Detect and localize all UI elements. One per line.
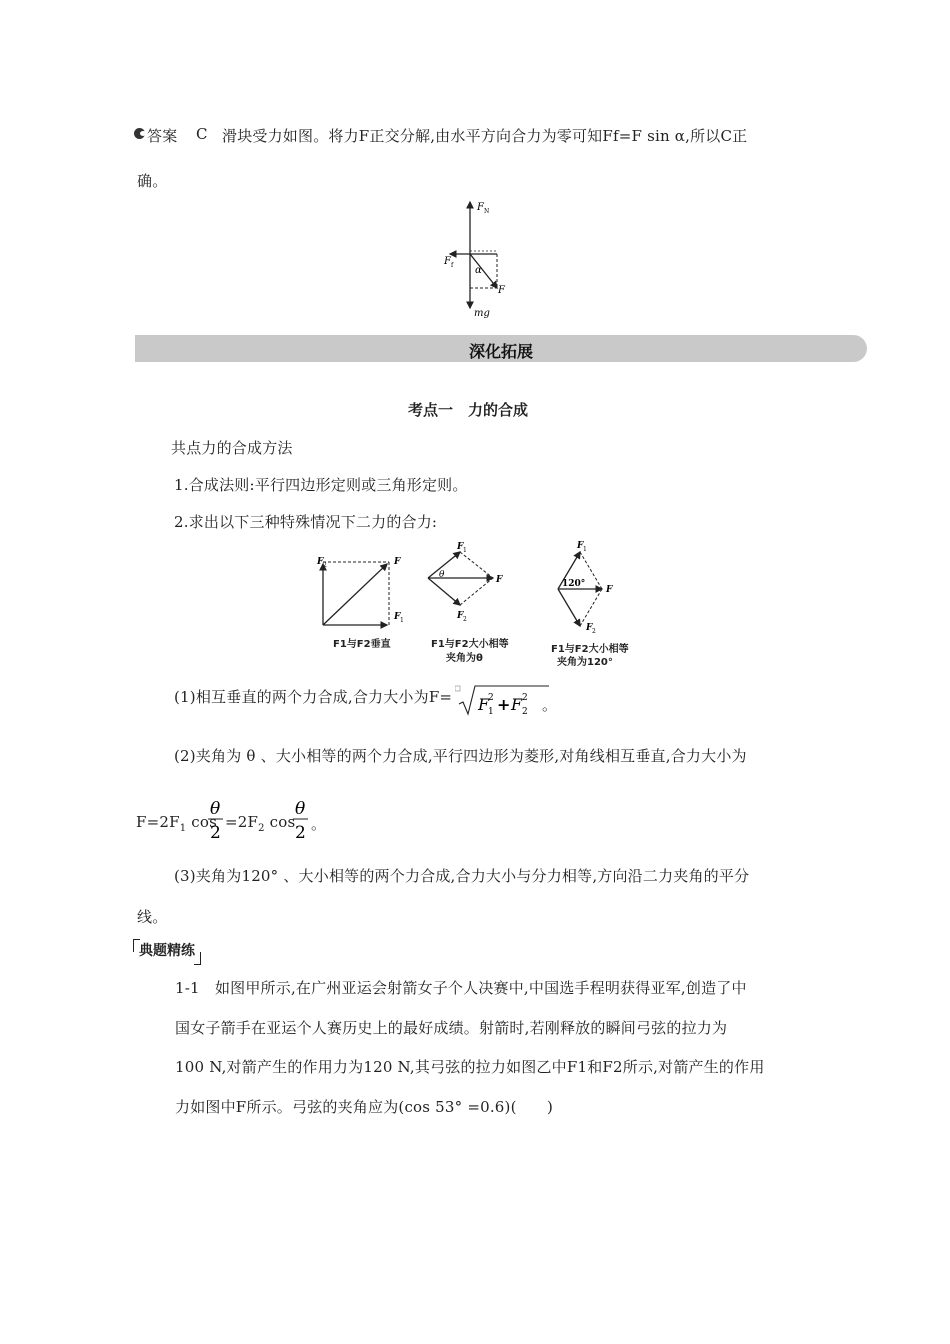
sqrt-formula xyxy=(455,680,553,720)
svg-text:+: + xyxy=(497,695,511,714)
diagram-theta xyxy=(428,542,503,623)
svg-text:1: 1 xyxy=(463,547,467,554)
point-1-end: 。 xyxy=(542,696,558,714)
svg-text:F: F xyxy=(586,623,593,633)
svg-text:F: F xyxy=(457,611,464,621)
caption-1: F1与F2垂直 xyxy=(333,639,391,650)
label-mg: mg xyxy=(474,308,490,319)
label-fn-sub: N xyxy=(484,208,490,215)
svg-text:2: 2 xyxy=(592,628,596,635)
caption-3-line2: 夹角为120° xyxy=(557,657,613,668)
caption-3-line1: F1与F2大小相等 xyxy=(551,644,629,655)
section-intro: 共点力的合成方法 xyxy=(171,439,293,457)
fraction-theta-2 xyxy=(292,796,310,842)
practice-line-3: 100 N,对箭产生的作用力为120 N,其弓弦的拉力如图乙中F1和F2所示,对箭产生的作用 xyxy=(175,1058,765,1076)
label-ff-sub: f xyxy=(451,262,454,269)
svg-text:2: 2 xyxy=(463,616,467,623)
svg-text:2: 2 xyxy=(210,823,221,842)
diagram-perpendicular xyxy=(316,557,404,625)
caption-2-line2: 夹角为θ xyxy=(446,653,483,664)
caption-2-line1: F1与F2大小相等 xyxy=(431,639,509,650)
practice-line-1: 1-1 如图甲所示,在广州亚运会射箭女子个人决赛中,中国选手程明获得亚军,创造了中 xyxy=(175,979,747,997)
answer-line-2: 确。 xyxy=(137,172,168,190)
label-f: F xyxy=(498,285,505,296)
practice-tag: 典题精练 xyxy=(133,939,201,963)
point-2-formula: $F=2F_1$ cos xyxy=(136,813,217,834)
answer-choice: C xyxy=(196,125,208,143)
answer-line-1: 滑块受力如图。将力F正交分解,由水平方向合力为零可知Ff=F sin α,所以C正 xyxy=(222,127,748,145)
point-3-line-2: 线。 xyxy=(137,908,168,926)
svg-text:2: 2 xyxy=(522,707,528,717)
svg-text:F: F xyxy=(394,557,401,567)
svg-text:F: F xyxy=(511,695,523,714)
svg-text:2: 2 xyxy=(295,823,306,842)
svg-text:120°: 120° xyxy=(562,579,586,589)
svg-text:F: F xyxy=(478,695,490,714)
label-ff: F xyxy=(444,256,451,267)
svg-text:F: F xyxy=(606,585,613,595)
svg-text:1: 1 xyxy=(400,617,404,624)
section-heading: 考点一 力的合成 xyxy=(408,401,529,419)
answer-prefix: 答案 xyxy=(147,127,178,145)
label-alpha: α xyxy=(475,265,482,276)
svg-text:F: F xyxy=(577,541,584,551)
svg-text:F: F xyxy=(317,557,324,567)
svg-text:θ: θ xyxy=(295,799,306,819)
section-item-2: 2.求出以下三种特殊情况下二力的合力: xyxy=(174,513,438,531)
svg-text:F: F xyxy=(394,612,401,622)
svg-text:F: F xyxy=(496,575,503,585)
svg-text:F: F xyxy=(457,542,464,552)
point-2-line-1: (2)夹角为 θ 、大小相等的两个力合成,平行四边形为菱形,对角线相互垂直,合力大小为 xyxy=(174,747,747,765)
svg-text:θ: θ xyxy=(210,799,221,819)
section-banner xyxy=(135,335,867,362)
fraction-theta-1 xyxy=(207,796,225,842)
svg-text:2: 2 xyxy=(522,693,528,703)
point-2-formula-b: $=2F_2$ cos xyxy=(225,813,296,834)
section-item-1: 1.合成法则:平行四边形定则或三角形定则。 xyxy=(174,476,468,494)
banner-title: 深化拓展 xyxy=(468,342,533,361)
point-1: (1)相互垂直的两个力合成,合力大小为F= xyxy=(174,688,453,706)
label-fn: F xyxy=(477,202,484,213)
svg-text:2: 2 xyxy=(488,693,494,703)
diagram-120 xyxy=(558,541,613,635)
practice-line-2: 国女子箭手在亚运个人赛历史上的最好成绩。射箭时,若刚释放的瞬间弓弦的拉力为 xyxy=(175,1019,728,1037)
point-3-line-1: (3)夹角为120° 、大小相等的两个力合成,合力大小与分力相等,方向沿二力夹角的平分 xyxy=(174,867,750,885)
answer-marker-icon-notch xyxy=(140,131,146,136)
force-diagram-block xyxy=(430,196,530,320)
practice-line-4: 力如图中F所示。弓弦的夹角应为(cos 53° =0.6)( ) xyxy=(175,1098,554,1116)
point-2-end: 。 xyxy=(311,815,327,833)
svg-text:1: 1 xyxy=(583,546,587,553)
svg-text:1: 1 xyxy=(488,707,494,717)
svg-text:θ: θ xyxy=(439,570,445,580)
svg-text:2: 2 xyxy=(323,562,327,569)
